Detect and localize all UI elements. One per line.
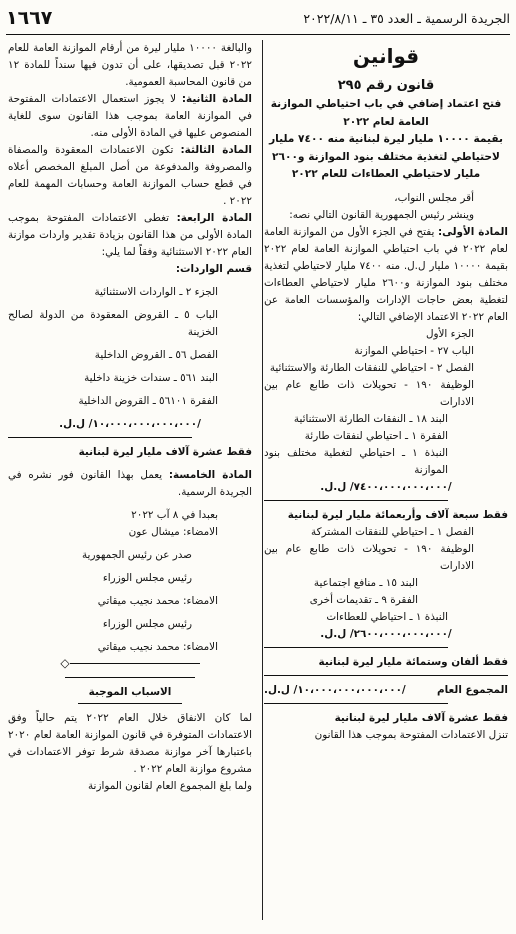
budget-item-18: البند ١٨ ـ النفقات الطارئة الاستثنائية [293, 412, 448, 425]
budget-section-2: الفصل ٢ - احتياطي للنفقات الطارئة والاستثنائية [269, 361, 474, 374]
amount-7400: /٧٤٠٠،٠٠٠،٠٠٠،٠٠٠/ ل.ل. [320, 480, 452, 493]
article-3-text: تكون الاعتمادات المعقودة والمصفاة والمصروفة والمدفوعة من أصل المبلغ المخصص أعلاه في قطع حساب الموازنة العامة وحسابات المهمة للعام ٢٠٢٢ . [8, 144, 252, 207]
article-2 [8, 91, 252, 142]
law-title-line: فتح اعتماد إضافي في باب احتياطي الموازنة [270, 98, 502, 110]
divider [264, 647, 448, 648]
header-rule [6, 34, 510, 35]
revenue-paragraph-56101: الفقرة ٥٦١٠١ ـ القروض الداخلية [78, 395, 218, 407]
preamble-president: وينشر رئيس الجمهورية القانون التالي نصه: [289, 208, 474, 221]
budget-function-190: الوظيفة ١٩٠ - تحويلات ذات طابع عام بين الادارات [264, 378, 474, 408]
revenue-amount: /١٠،٠٠٠،٠٠٠،٠٠٠،٠٠٠/ ل.ل. [59, 418, 201, 430]
article-4-text: تغطى الاعتمادات المفتوحة بموجب المادة الأولى من هذا القانون بزيادة تقدير واردات موازنة العام ٢٠٢٢ الاستثنائية وفقاً لما يلي: [8, 212, 252, 258]
article-5-text: يعمل بهذا القانون فور نشره في الجريدة الرسمية. [8, 469, 252, 498]
continuation-line: تنزل الاعتمادات المفتوحة بموجب هذا القانون [314, 728, 508, 741]
left-column [8, 40, 252, 795]
article-3 [8, 142, 252, 210]
signature-president: الامضاء: ميشال عون [128, 526, 218, 538]
pm-title: رئيس مجلس الوزراء [102, 572, 192, 584]
article-5 [8, 467, 252, 501]
law-title-line: بقيمة ١٠٠٠٠ مليار ليرة لبنانية منه ٧٤٠٠ مليار [269, 133, 503, 145]
divider [264, 703, 448, 704]
gazette-issue-line: الجريدة الرسمية ـ العدد ٣٥ ـ ٢٠٢٢/٨/١١ [303, 10, 510, 26]
law-number: قانون رقم ٢٩٥ [337, 78, 435, 93]
budget-paragraph-1: الفقرة ١ ـ احتياطي لنفقات طارئة [304, 429, 448, 442]
budget-subitem-1b: النبذة ١ ـ احتياطي للعطاءات [326, 610, 448, 623]
article-1-label: المادة الأولى: [437, 225, 508, 238]
right-column [264, 40, 508, 744]
reasons-text: لما كان الانفاق خلال العام ٢٠٢٢ يتم حالياً وفق الاعتمادات المتوفرة في قانون الموازنة العامة لعام ٢٠٢٠ باعتبارها آخر موازنة مصدقة شرط توفر الاعتمادات في مشروع موازنة العام ٢٠٢٢ . [8, 712, 253, 775]
divider [264, 500, 448, 501]
divider [264, 675, 508, 676]
reasons-text-2: ولما بلغ المجموع العام لقانون الموازنة [87, 780, 252, 792]
signature-pm: الامضاء: محمد نجيب ميقاتي [97, 595, 218, 607]
reasons-title: الاسباب الموجبة [88, 686, 172, 698]
article-4 [8, 210, 252, 261]
article-1-continuation: والبالغة ١٠٠٠٠ مليار ليرة من أرقام الموازنة العامة للعام ٢٠٢٢ قبل تصديقها، على أن تدون فيها سنداً للمادة ١٢ من قانون المحاسبة العمومية. [8, 42, 252, 88]
section-title: قوانين [352, 44, 420, 68]
amount-2600-words: فقط ألفان وستمائة مليار ليرة لبنانية [318, 655, 508, 668]
law-title-line: مليار لاحتياطي العطاءات للعام ٢٠٢٢ [291, 168, 481, 180]
law-title-line: لاحتياطي لتغذية مختلف بنود الموازنة و٢٦٠٠ [272, 150, 500, 163]
page-header [6, 6, 510, 30]
amount-7400-words: فقط سبعة آلاف وأربعمائة مليار ليرة لبنانية [287, 508, 508, 521]
divider [8, 437, 192, 438]
grand-total [264, 682, 508, 699]
page-number: ١٦٦٧ [6, 7, 53, 29]
amount-2600: /٢٦٠٠،٠٠٠،٠٠٠،٠٠٠/ ل.ل. [320, 627, 452, 640]
grand-total-amount: /١٠،٠٠٠،٠٠٠،٠٠٠،٠٠٠/ ل.ل. [264, 683, 406, 696]
budget-paragraph-9: الفقرة ٩ ـ تقديمات أخرى [309, 593, 418, 606]
law-title-line: العامة لعام ٢٠٢٢ [343, 115, 429, 128]
revenue-amount-words: فقط عشرة آلاف مليار ليرة لبنانية [78, 446, 252, 458]
ornament-divider: ◇ [8, 656, 252, 684]
divider [78, 703, 182, 704]
pm-title-2: رئيس مجلس الوزراء [102, 618, 192, 630]
grand-total-words: فقط عشرة آلاف مليار ليرة لبنانية [334, 711, 508, 724]
article-1 [264, 224, 508, 326]
article-4-label: المادة الرابعة: [176, 212, 252, 224]
budget-section-1: الفصل ١ ـ احتياطي للنفقات المشتركة [311, 525, 474, 538]
signature-pm-2: الامضاء: محمد نجيب ميقاتي [97, 641, 218, 653]
revenue-chapter-5: الباب ٥ ـ القروض المعقودة من الدولة لصالح الخزينة [8, 309, 218, 338]
preamble-parliament: أقر مجلس النواب، [394, 191, 474, 204]
revenue-section-title: قسم الواردات: [175, 263, 252, 275]
law-title [264, 96, 508, 184]
grand-total-label: المجموع العام [437, 683, 508, 696]
revenue-item-561: البند ٥٦١ ـ سندات خزينة داخلية [84, 372, 218, 384]
revenue-part-2: الجزء ٢ ـ الواردات الاستثنائية [94, 286, 218, 298]
article-5-label: المادة الخامسة: [168, 469, 252, 481]
date-line: بعبدا في ٨ آب ٢٠٢٢ [131, 509, 218, 521]
article-2-label: المادة الثانية: [181, 93, 252, 105]
budget-item-15: البند ١٥ ـ منافع اجتماعية [313, 576, 418, 589]
article-1-text: يفتح في الجزء الأول من الموازنة العامة لعام ٢٠٢٢ في باب احتياطي الموازنة العامة لعام ٢٠٢٢ بقيمة ١٠٠٠٠ مليار ل.ل. منه ٧٤٠٠ مليار لاحتياطي لتغذية مختلف بنود الموازنة و٢٦٠٠ مليار لاحتياطي العطاءات لتغطية بعض حاجات الإدارات والمؤسسات العامة عن العام ٢٠٢٢ الاعتماد الإضافي التالي: [264, 225, 508, 323]
budget-function-190b: الوظيفة ١٩٠ - تحويلات ذات طابع عام بين الادارات [264, 542, 474, 572]
budget-subitem-1: النبذة ١ ـ احتياطي لتغطية مختلف بنود الموازنة [264, 446, 449, 476]
budget-part-1: الجزء الأول [425, 327, 474, 340]
article-3-label: المادة الثالثة: [180, 144, 252, 156]
issued-by: صدر عن رئيس الجمهورية [81, 549, 192, 561]
budget-chapter-27: الباب ٢٧ - احتياطي الموازنة [354, 344, 474, 357]
article-2-text: لا يجوز استعمال الاعتمادات المفتوحة في الموازنة العامة بموجب هذا القانون سوى للغاية المنصوص عليها في المادة الأولى منه. [8, 93, 252, 139]
revenue-section-56: الفصل ٥٦ ـ القروض الداخلية [94, 349, 218, 361]
